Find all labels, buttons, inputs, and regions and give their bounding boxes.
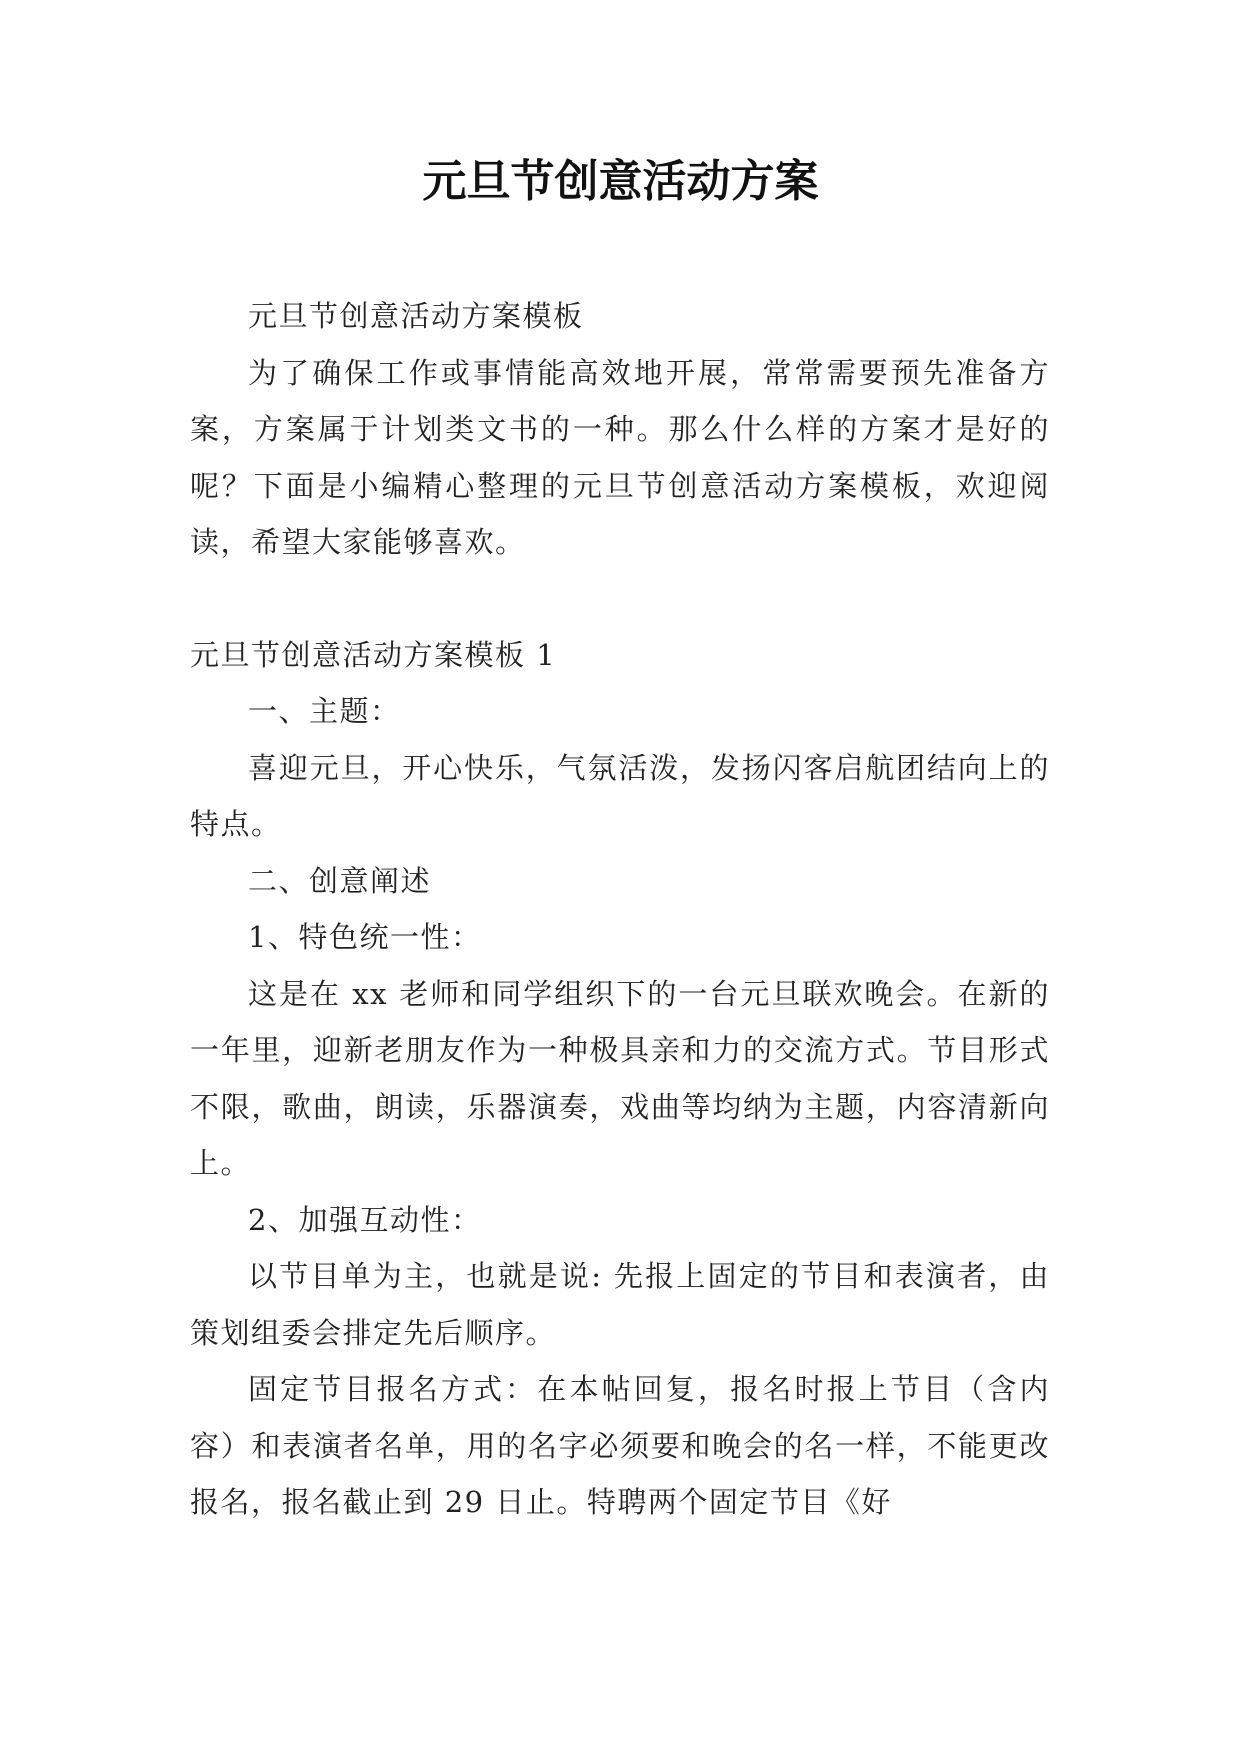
document-body [190,288,1050,1531]
subtitle-paragraph: 元旦节创意活动方案模板 [248,299,584,333]
document-title: 元旦节创意活动方案 [422,156,819,207]
registration-paragraph: 固定节目报名方式：在本帖回复，报名时报上节目（含内容）和表演者名单，用的名字必须要和晚会的名一样，不能更改报名，报名截止到 29 日止。特聘两个固定节目《好 [190,1372,1050,1519]
theme-paragraph: 喜迎元旦，开心快乐，气氛活泼，发扬闪客启航团结向上的特点。 [190,750,1050,841]
feature-heading: 1、特色统一性： [248,920,482,954]
theme-heading: 一、主题： [248,694,401,728]
program-paragraph: 以节目单为主，也就是说: 先报上固定的节目和表演者，由策划组委会排定先后顺序。 [190,1259,1050,1350]
creative-heading: 二、创意阐述 [248,863,432,898]
section-heading: 元旦节创意活动方案模板 1 [190,637,557,672]
feature-paragraph: 这是在 xx 老师和同学组织下的一台元旦联欢晚会。在新的一年里，迎新老朋友作为一种极具亲和力的交流方式。节目形式不限，歌曲，朗读，乐器演奏，戏曲等均纳为主题，内容清新向上。 [190,976,1050,1180]
intro-paragraph: 为了确保工作或事情能高效地开展，常常需要预先准备方案，方案属于计划类文书的一种。那么什么样的方案才是好的呢？下面是小编精心整理的元旦节创意活动方案模板，欢迎阅读，希望大家能够喜欢。 [190,355,1050,559]
interaction-heading: 2、加强互动性： [248,1202,482,1237]
